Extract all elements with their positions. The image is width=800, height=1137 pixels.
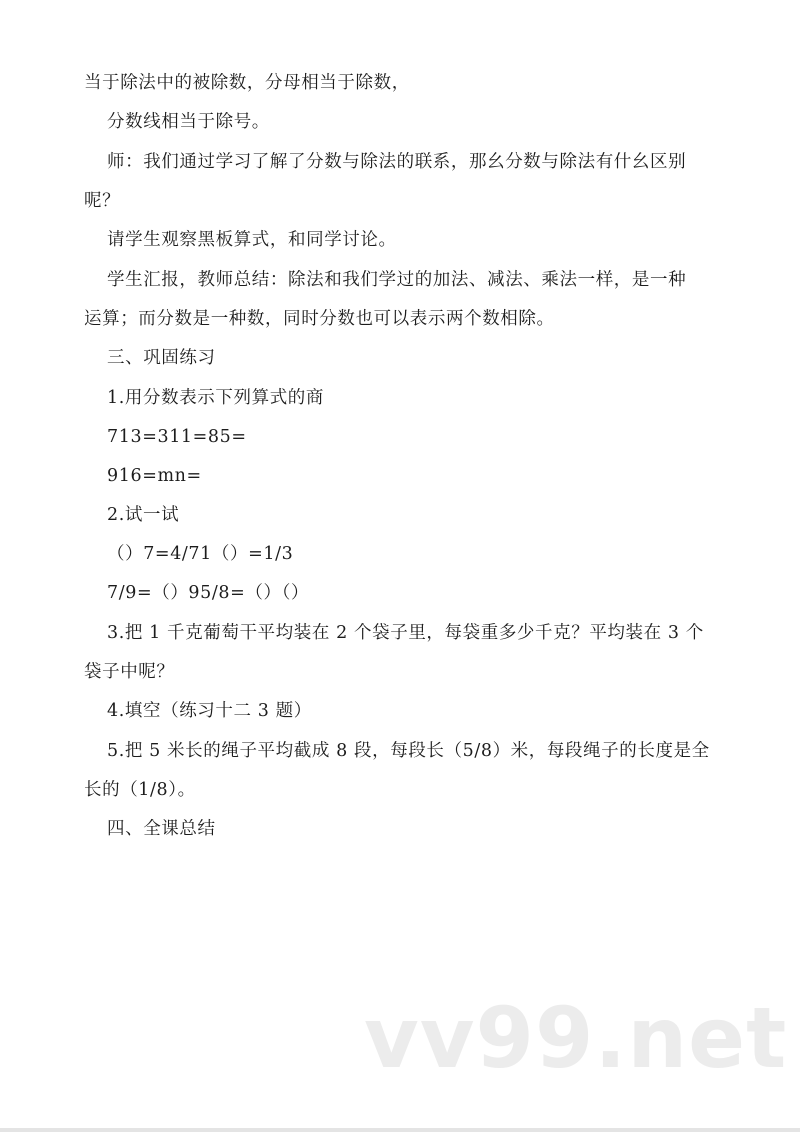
text-line: 呢？ [84, 191, 121, 211]
math-expression: 713=311=85= [107, 427, 247, 447]
text-line: 分数线相当于除号。 [107, 112, 270, 132]
text-line: 当于除法中的被除数，分母相当于除数， [84, 73, 410, 93]
exercise-item: 3.把 1 千克葡萄干平均装在 2 个袋子里，每袋重多少千克？平均装在 3 个 [107, 623, 704, 643]
text-line: 请学生观察黑板算式，和同学讨论。 [107, 230, 397, 250]
page-bottom-divider [0, 1128, 800, 1132]
section-heading: 四、全课总结 [107, 819, 216, 839]
text-line: 师：我们通过学习了解了分数与除法的联系，那幺分数与除法有什幺区别 [107, 152, 687, 172]
section-heading: 三、巩固练习 [107, 348, 216, 368]
exercise-item: 1.用分数表示下列算式的商 [107, 388, 324, 408]
math-expression: 916=mn= [107, 466, 202, 486]
exercise-item: 2.试一试 [107, 505, 180, 525]
exercise-item: 4.填空（练习十二 3 题） [107, 701, 312, 721]
exercise-item: 5.把 5 米长的绳子平均截成 8 段，每段长（5/8）米，每段绳子的长度是全 [107, 741, 710, 761]
text-line: 袋子中呢？ [84, 662, 175, 682]
watermark: vv99.net [364, 989, 788, 1087]
text-line: 学生汇报，教师总结：除法和我们学过的加法、减法、乘法一样，是一种 [107, 270, 687, 290]
text-line: 长的（1/8）。 [84, 780, 196, 800]
math-expression: （）7=4/71（）=1/3 [107, 544, 294, 564]
text-line: 运算；而分数是一种数，同时分数也可以表示两个数相除。 [84, 309, 555, 329]
math-expression: 7/9=（）95/8=（）（） [107, 583, 310, 603]
